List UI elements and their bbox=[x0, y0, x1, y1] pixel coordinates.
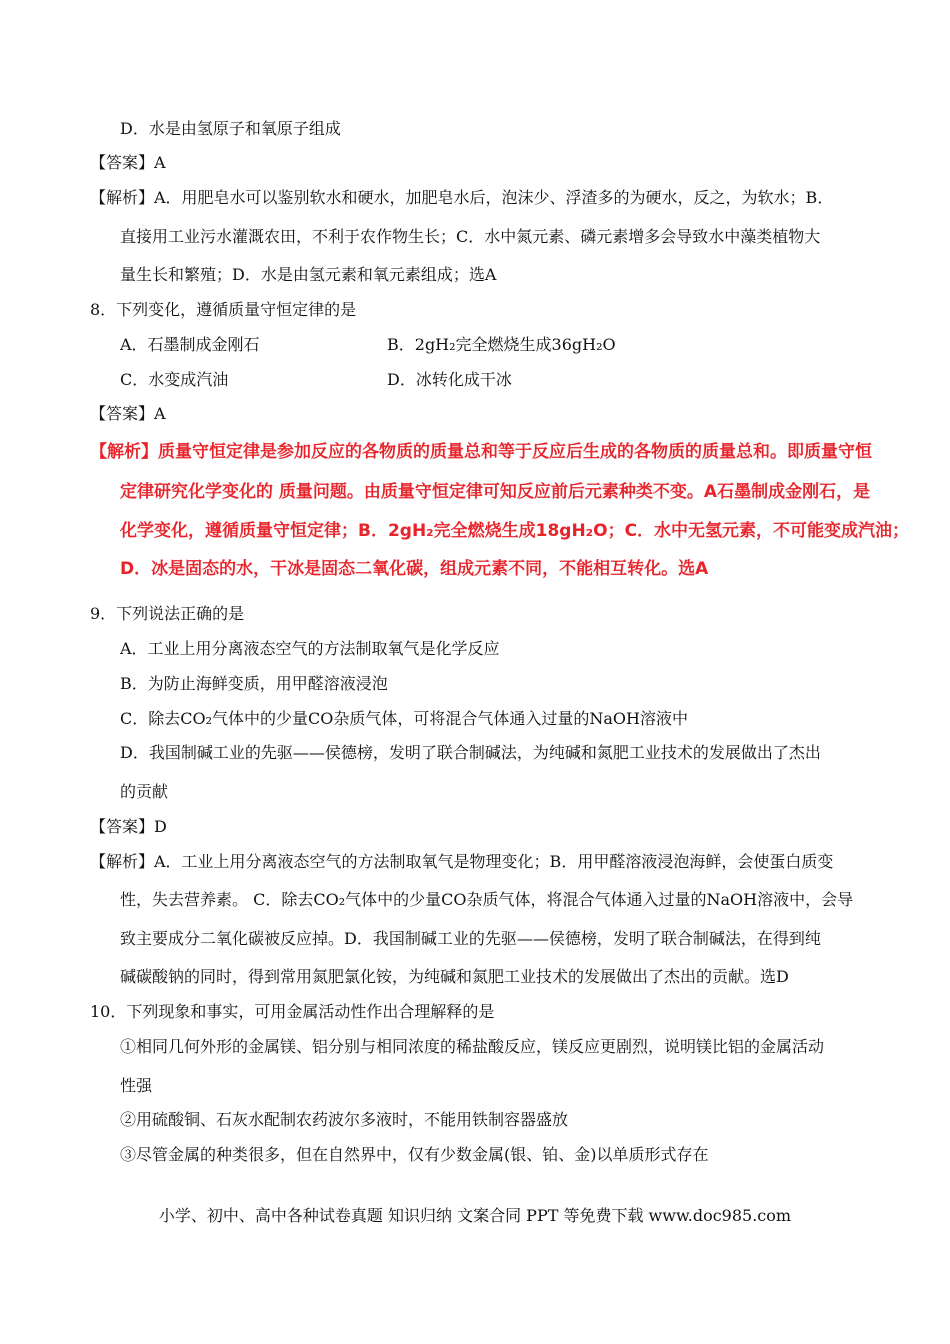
q8-option-d: D．冰转化成干冰 bbox=[387, 370, 512, 389]
q8-option-a: A．石墨制成金刚石 bbox=[120, 335, 260, 354]
q8-option-b: B．2gH₂完全燃烧生成36gH₂O bbox=[387, 335, 616, 354]
q7-option-d: D．水是由氢原子和氧原子组成 bbox=[120, 119, 341, 138]
q9-option-b: B．为防止海鲜变质，用甲醛溶液浸泡 bbox=[120, 674, 388, 693]
q8-answer: 【答案】A bbox=[90, 404, 166, 423]
q7-explanation-line-3: 量生长和繁殖；D．水是由氢元素和氧元素组成；选A bbox=[120, 265, 497, 284]
q9-option-c: C．除去CO₂气体中的少量CO杂质气体，可将混合气体通入过量的NaOH溶液中 bbox=[120, 709, 688, 728]
q8-explanation-line-3: 化学变化，遵循质量守恒定律；B．2gH₂完全燃烧生成18gH₂O；C．水中无氢元素，不可能变成汽油； bbox=[120, 521, 910, 541]
q9-answer: 【答案】D bbox=[90, 817, 167, 836]
q9-option-a: A．工业上用分离液态空气的方法制取氧气是化学反应 bbox=[120, 639, 500, 658]
q9-stem: 9．下列说法正确的是 bbox=[90, 604, 245, 623]
q10-item-1-line-1: ①相同几何外形的金属镁、铝分别与相同浓度的稀盐酸反应，镁反应更剧烈，说明镁比铝的金属活动 bbox=[120, 1037, 825, 1056]
q8-option-c: C．水变成汽油 bbox=[120, 370, 229, 389]
q8-explanation-line-1: 【解析】质量守恒定律是参加反应的各物质的质量总和等于反应后生成的各物质的质量总和。即质量守恒 bbox=[90, 442, 872, 462]
q9-explanation-line-2: 性，失去营养素。 C．除去CO₂气体中的少量CO杂质气体，将混合气体通入过量的NaOH溶液中，会导 bbox=[120, 890, 854, 909]
q8-explanation-line-4: D．冰是固态的水，干冰是固态二氧化碳，组成元素不同，不能相互转化。选A bbox=[120, 559, 709, 579]
q9-option-d-line-2: 的贡献 bbox=[120, 782, 169, 801]
q10-stem: 10．下列现象和事实，可用金属活动性作出合理解释的是 bbox=[90, 1002, 495, 1021]
q9-explanation-line-4: 碱碳酸钠的同时，得到常用氮肥氯化铵，为纯碱和氮肥工业技术的发展做出了杰出的贡献。选D bbox=[120, 967, 789, 986]
q8-explanation-line-2: 定律研究化学变化的 质量问题。由质量守恒定律可知反应前后元素种类不变。A石墨制成金刚石，是 bbox=[120, 482, 871, 502]
q10-item-2: ②用硫酸铜、石灰水配制农药波尔多液时，不能用铁制容器盛放 bbox=[120, 1110, 569, 1129]
q10-item-1-line-2: 性强 bbox=[120, 1076, 153, 1095]
q7-explanation-line-2: 直接用工业污水灌溉农田，不利于农作物生长；C．水中氮元素、磷元素增多会导致水中藻类植物大 bbox=[120, 227, 821, 246]
q9-explanation-line-1: 【解析】A．工业上用分离液态空气的方法制取氧气是物理变化；B．用甲醛溶液浸泡海鲜，会使蛋白质变 bbox=[90, 852, 834, 871]
page-footer: 小学、初中、高中各种试卷真题 知识归纳 文案合同 PPT 等免费下载 www.doc985.com bbox=[158, 1206, 792, 1225]
q7-answer: 【答案】A bbox=[90, 153, 166, 172]
q9-explanation-line-3: 致主要成分二氧化碳被反应掉。D．我国制碱工业的先驱——侯德榜，发明了联合制碱法，在得到纯 bbox=[120, 929, 821, 948]
q9-option-d-line-1: D．我国制碱工业的先驱——侯德榜，发明了联合制碱法，为纯碱和氮肥工业技术的发展做出了杰出 bbox=[120, 743, 821, 762]
q8-stem: 8．下列变化，遵循质量守恒定律的是 bbox=[90, 300, 357, 319]
q7-explanation-line-1: 【解析】A．用肥皂水可以鉴别软水和硬水，加肥皂水后，泡沫少、浮渣多的为硬水，反之，为软水；B． bbox=[90, 188, 834, 207]
q10-item-3: ③尽管金属的种类很多，但在自然界中，仅有少数金属(银、铂、金)以单质形式存在 bbox=[120, 1145, 709, 1164]
